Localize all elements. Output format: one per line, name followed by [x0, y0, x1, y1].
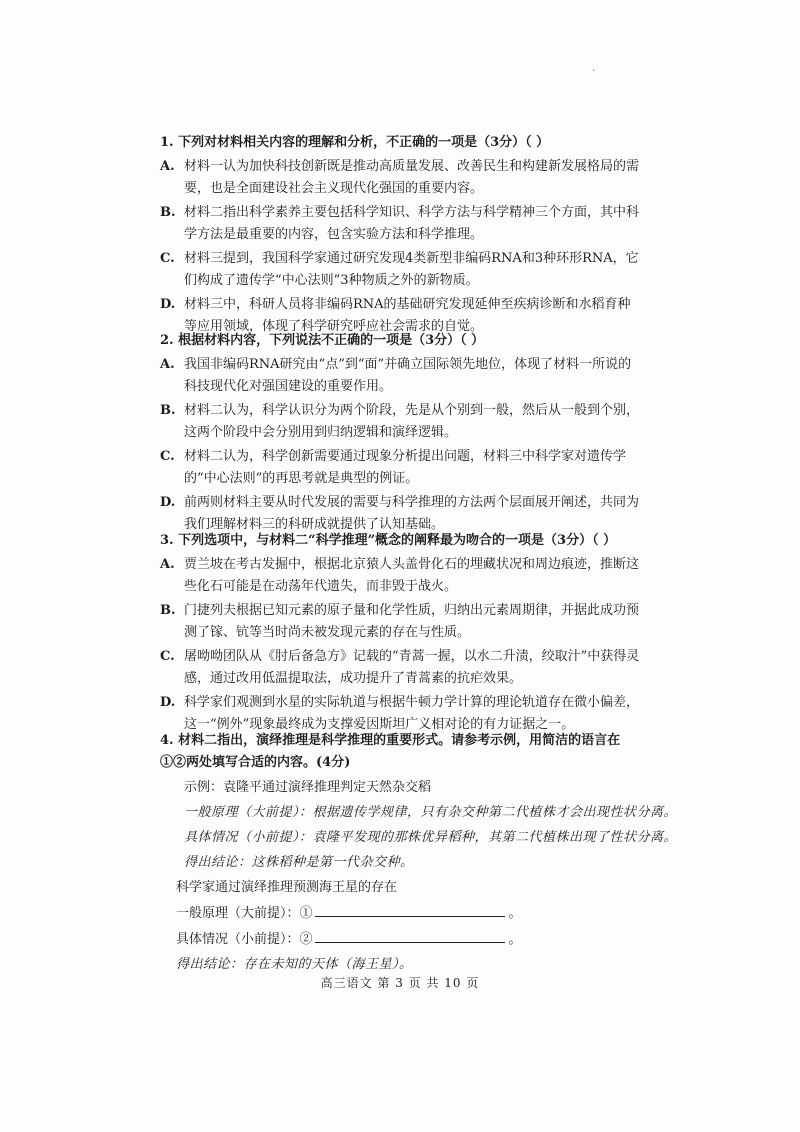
option-key: C.: [160, 449, 175, 464]
option-text: 贾兰坡在考古发掘中，根据北京猿人头盖骨化石的埋藏状况和周边痕迹，推断这些化石可能是在动荡年代遗失，而非毁于战火。: [184, 557, 640, 594]
option-key: A.: [160, 357, 175, 372]
option-key: A.: [160, 557, 175, 572]
question-1-option-c: [160, 248, 640, 292]
option-text: 材料二指出科学素养主要包括科学知识、科学方法与科学精神三个方面，其中科学方法是最重要的内容，包含实验方法和科学推理。: [184, 205, 640, 242]
question-2-option-a: [160, 354, 640, 398]
question-2-option-c: [160, 446, 640, 490]
question-1-stem: 1. 下列对材料相关内容的理解和分析，不正确的一项是（3分）（ ）: [160, 135, 550, 150]
answer-blank-1[interactable]: [315, 902, 505, 917]
question-3: [160, 530, 640, 736]
question-2: [160, 330, 640, 536]
task-conclusion: 得出结论：存在未知的天体（海王星）。: [176, 957, 413, 972]
task-major-premise: [160, 902, 640, 925]
end-mark: 。: [508, 932, 522, 947]
option-key: D.: [160, 495, 176, 510]
task-minor-premise: [160, 928, 640, 951]
task-title: 科学家通过演绎推理预测海王星的存在: [176, 880, 398, 895]
question-4-stem: 4. 材料二指出，演绎推理是科学推理的重要形式。请参考示例，用简洁的语言在①②两处填写合适的内容。(4分): [160, 733, 621, 770]
option-text: 我国非编码RNA研究由“点”到“面”并确立国际领先地位，体现了材料一所说的科技现代化对强国建设的重要作用。: [184, 357, 632, 394]
option-text: 材料二认为，科学创新需要通过现象分析提出问题，材料三中科学家对遗传学的“中心法则”的再思考就是典型的例证。: [184, 449, 627, 486]
option-text: 材料二认为，科学认识分为两个阶段，先是从个别到一般，然后从一般到个别，这两个阶段中会分别用到归纳逻辑和演绎逻辑。: [184, 403, 640, 440]
option-key: D.: [160, 695, 176, 710]
option-key: A.: [160, 159, 175, 174]
option-key: B.: [160, 603, 176, 618]
option-key: C.: [160, 251, 175, 266]
example-conclusion: 得出结论：这株稻种是第一代杂交种。: [184, 855, 414, 870]
end-mark: 。: [508, 906, 522, 921]
example-title: 示例：袁隆平通过演绎推理判定天然杂交稻: [184, 780, 432, 795]
option-key: C.: [160, 649, 175, 664]
option-key: B.: [160, 403, 176, 418]
question-2-option-b: [160, 400, 640, 444]
task-minor-label: 具体情况（小前提）：②: [176, 932, 313, 947]
option-text: 科学家们观测到水星的实际轨道与根据牛顿力学计算的理论轨道存在微小偏差，这一“例外”现象最终成为支撑爱因斯坦广义相对论的有力证据之一。: [184, 695, 640, 732]
page-footer: 高三语文 第 3 页 共 10 页: [320, 976, 480, 990]
question-3-option-c: [160, 646, 640, 690]
question-3-option-a: [160, 554, 640, 598]
question-2-stem: 2. 根据材料内容，下列说法不正确的一项是（3分）（ ）: [160, 333, 485, 348]
option-text: 材料三提到，我国科学家通过研究发现4类新型非编码RNA和3种环形RNA，它们构成了遗传学“中心法则”3种物质之外的新物质。: [184, 251, 639, 288]
option-text: 材料一认为加快科技创新既是推动高质量发展、改善民生和构建新发展格局的需要，也是全面建设社会主义现代化强国的重要内容。: [184, 159, 640, 196]
option-text: 门捷列夫根据已知元素的原子量和化学性质，归纳出元素周期律，并据此成功预测了镓、钪等当时尚未被发现元素的存在与性质。: [184, 603, 640, 640]
question-1-option-a: [160, 156, 640, 200]
question-1-option-b: [160, 202, 640, 246]
option-text: 前两则材料主要从时代发展的需要与科学推理的方法两个层面展开阐述，共同为我们理解材料三的科研成就提供了认知基础。: [184, 495, 640, 532]
question-4: [160, 730, 678, 976]
task-major-label: 一般原理（大前提）：①: [176, 906, 313, 921]
option-key: B.: [160, 205, 176, 220]
example-minor-premise: 具体情况（小前提）：袁隆平发现的那株优异稻种，其第二代植株出现了性状分离。: [184, 830, 678, 845]
option-text: 屠呦呦团队从《肘后备急方》记载的“青蒿一握，以水二升渍，绞取汁”中获得灵感，通过改用低温提取法，成功提升了青蒿素的抗疟效果。: [184, 649, 640, 686]
top-mark: ·: [592, 66, 596, 77]
option-text: 材料三中，科研人员将非编码RNA的基础研究发现延伸至疾病诊断和水稻育种等应用领域，体现了科学研究呼应社会需求的自觉。: [184, 297, 631, 334]
example-major-premise: 一般原理（大前提）：根据遗传学规律，只有杂交种第二代植株才会出现性状分离。: [184, 805, 678, 820]
question-1: [160, 132, 640, 338]
option-key: D.: [160, 297, 176, 312]
question-3-stem: 3. 下列选项中，与材料二“科学推理”概念的阐释最为吻合的一项是（3分）（ ）: [160, 533, 617, 548]
answer-blank-2[interactable]: [315, 928, 505, 943]
question-3-option-b: [160, 600, 640, 644]
